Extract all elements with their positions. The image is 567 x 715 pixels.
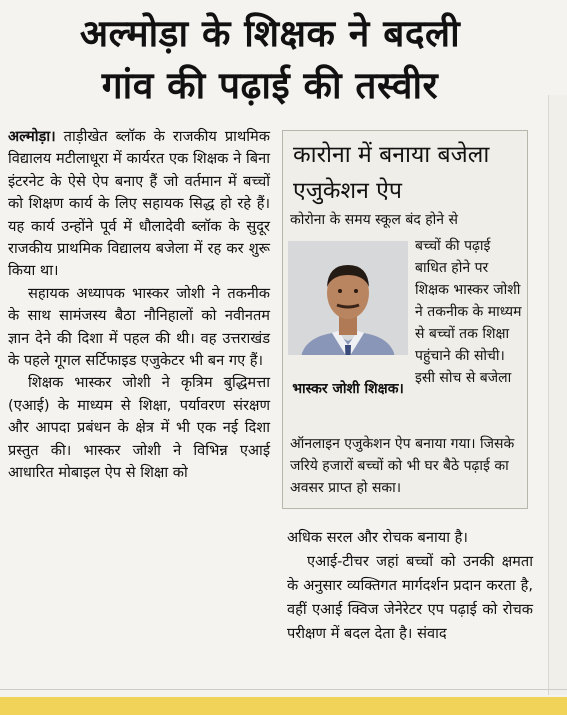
headline-line-1: अल्मोड़ा के शिक्षक ने बदली <box>79 12 461 55</box>
article-paragraph-4: अधिक सरल और रोचक बनाया है। <box>287 529 468 546</box>
article-paragraph-5 <box>287 550 533 646</box>
article-paragraph-5-text: एआई-टीचर जहां बच्चों को उनकी क्षमता के अनुसार व्यक्तिगत मार्गदर्शन प्रदान करता है, वहीं एआई क्विज जेनेरेटर एप पढ़ाई को रोचक परीक्षण में बदल देता है। <box>287 553 533 642</box>
headline-line-2: गांव की पढ़ाई की तस्वीर <box>101 64 439 107</box>
article-left-column <box>8 126 270 485</box>
sidebar-intro: कोरोना के समय स्कूल बंद होने से <box>290 212 458 228</box>
article-right-column <box>287 526 533 646</box>
article-paragraph-3: शिक्षक भास्कर जोशी ने कृत्रिम बुद्धिमत्ता (एआई) के माध्यम से शिक्षा, पर्यावरण संरक्षण और आपदा प्रबंधन के क्षेत्र में भी एक नई दिशा प्रस्तुत की। भास्कर जोशी ने विभिन्न एआई आधारित मोबाइल ऐप से शिक्षा को <box>8 374 270 482</box>
divider <box>0 689 567 690</box>
teacher-photo <box>288 241 408 355</box>
article-paragraph-1-text: ताड़ीखेत ब्लॉक के राजकीय प्राथमिक विद्यालय मटीलाधूरा में कार्यरत एक शिक्षक ने बिना इंटरनेट के ऐसे ऐप बनाए हैं जो वर्तमान में बच्चों को शिक्षण कार्य के लिए सहायक सिद्ध हो रहे हैं। यह कार्य उन्होंने पूर्व में धौलादेवी ब्लॉक के सुदूर राजकीय प्राथमिक विद्यालय बजेला में रह कर शुरू किया था। <box>8 128 270 280</box>
bottom-bar <box>0 697 567 715</box>
sidebar-side-text: बच्चों की पढ़ाई बाधित होने पर शिक्षक भास्कर जोशी ने तकनीक के माध्यम से बच्चों तक शिक्षा पहुंचाने की सोची। इसी सोच से बजेला <box>415 238 522 386</box>
dateline: अल्मोड़ा। <box>8 128 56 145</box>
sidebar-title: कारोना में बनाया बजेला एजुकेशन ऐप <box>293 142 490 204</box>
article-paragraph-1 <box>8 126 270 283</box>
photo-caption: भास्कर जोशी शिक्षक। <box>292 381 404 397</box>
headline <box>0 8 540 112</box>
signoff: संवाद <box>412 625 447 642</box>
teacher-portrait-image <box>288 241 408 355</box>
adjacent-column-strip <box>548 95 567 695</box>
sidebar-tail-text: ऑनलाइन एजुकेशन ऐप बनाया गया। जिसके जरिये हजारों बच्चों को भी घर बैठे पढ़ाई का अवसर प्राप्त हो सका। <box>290 436 515 496</box>
sidebar-box <box>282 130 528 509</box>
article-paragraph-2: सहायक अध्यापक भास्कर जोशी ने तकनीक के साथ सामंजस्य बैठा नौनिहालों को नवीनतम ज्ञान देने की दिशा में पहल की थी। वह उत्तराखंड के पहले गूगल सर्टिफाइड एजुकेटर भी बन गए हैं। <box>8 284 270 370</box>
